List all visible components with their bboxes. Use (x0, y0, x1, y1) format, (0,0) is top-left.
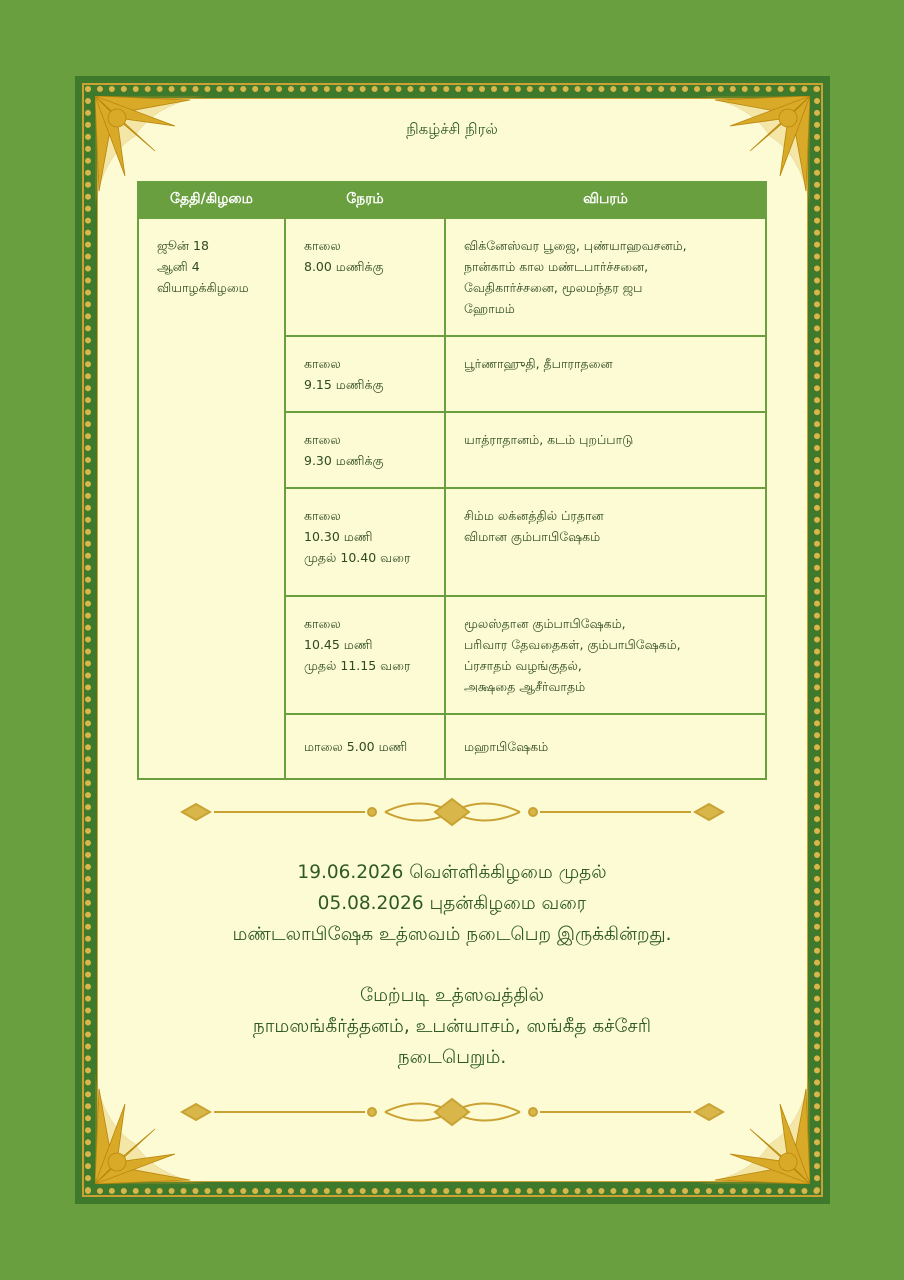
time-line: காலை (304, 432, 341, 447)
time-cell (285, 218, 445, 336)
details-cell (445, 336, 766, 412)
time-line: 9.30 மணிக்கு (304, 453, 384, 468)
announcement-line: 19.06.2026 வெள்ளிக்கிழமை முதல் (297, 862, 607, 883)
time-cell (285, 714, 445, 779)
details-line: விமான கும்பாபிஷேகம் (464, 529, 601, 544)
details-cell (445, 412, 766, 488)
schedule-heading: நிகழ்ச்சி நிரல் (406, 120, 498, 138)
program-note-line: மேற்படி உத்ஸவத்தில் (360, 985, 544, 1006)
announcement-line: 05.08.2026 புதன்கிழமை வரை (317, 893, 587, 914)
details-line: சிம்ம லக்னத்தில் ப்ரதான (464, 508, 604, 523)
schedule-table (137, 181, 767, 780)
details-cell (445, 488, 766, 596)
details-cell (445, 218, 766, 336)
date-cell (138, 218, 285, 779)
time-line: 10.30 மணி (304, 529, 373, 544)
time-cell (285, 596, 445, 714)
gold-divider-ornament-icon (180, 795, 725, 829)
date-line: ஜூன் 18 (157, 238, 209, 253)
details-line: நான்காம் கால மண்டபார்ச்சனை, (464, 259, 649, 274)
details-line: விக்னேஸ்வர பூஜை, புண்யாஹவசனம், (464, 238, 687, 253)
date-line: ஆனி 4 (157, 259, 200, 274)
time-line: காலை (304, 356, 341, 371)
header-date: தேதி/கிழமை (138, 182, 285, 218)
details-line: யாத்ராதானம், கடம் புறப்பாடு (464, 432, 634, 447)
program-note-line: நடைபெறும். (397, 1047, 507, 1068)
time-line: முதல் 10.40 வரை (304, 550, 411, 565)
time-line: 8.00 மணிக்கு (304, 259, 384, 274)
time-cell (285, 412, 445, 488)
gold-divider-ornament-icon (180, 1095, 725, 1129)
header-time: நேரம் (285, 182, 445, 218)
time-cell (285, 488, 445, 596)
details-line: மஹாபிஷேகம் (464, 739, 549, 754)
details-line: ஹோமம் (464, 301, 515, 316)
announcement-text (0, 857, 904, 950)
time-line: காலை (304, 508, 341, 523)
time-line: 9.15 மணிக்கு (304, 377, 384, 392)
details-line: பரிவார தேவதைகள், கும்பாபிஷேகம், (464, 637, 681, 652)
program-note-text (0, 980, 904, 1073)
time-line: முதல் 11.15 வரை (304, 658, 411, 673)
table-row (138, 218, 766, 336)
gold-corner-ornament-icon (95, 1074, 205, 1184)
time-cell (285, 336, 445, 412)
table-header-row (138, 182, 766, 218)
details-line: ப்ரசாதம் வழங்குதல், (464, 658, 582, 673)
time-line: காலை (304, 616, 341, 631)
details-line: அக்ஷதை ஆசீர்வாதம் (464, 679, 586, 694)
announcement-line: மண்டலாபிஷேக உத்ஸவம் நடைபெற இருக்கின்றது. (232, 924, 672, 945)
time-line: மாலை 5.00 மணி (304, 739, 408, 754)
details-cell (445, 714, 766, 779)
details-line: மூலஸ்தான கும்பாபிஷேகம், (464, 616, 626, 631)
details-cell (445, 596, 766, 714)
header-details: விபரம் (445, 182, 766, 218)
gold-corner-ornament-icon (700, 1074, 810, 1184)
details-line: பூர்ணாஹுதி, தீபாராதனை (464, 356, 613, 371)
date-line: வியாழக்கிழமை (157, 280, 249, 295)
time-line: 10.45 மணி (304, 637, 373, 652)
program-note-line: நாமஸங்கீர்த்தனம், உபன்யாசம், ஸங்கீத கச்சேரி (252, 1016, 652, 1037)
time-line: காலை (304, 238, 341, 253)
details-line: வேதிகார்ச்சனை, மூலமந்தர ஜப (464, 280, 643, 295)
